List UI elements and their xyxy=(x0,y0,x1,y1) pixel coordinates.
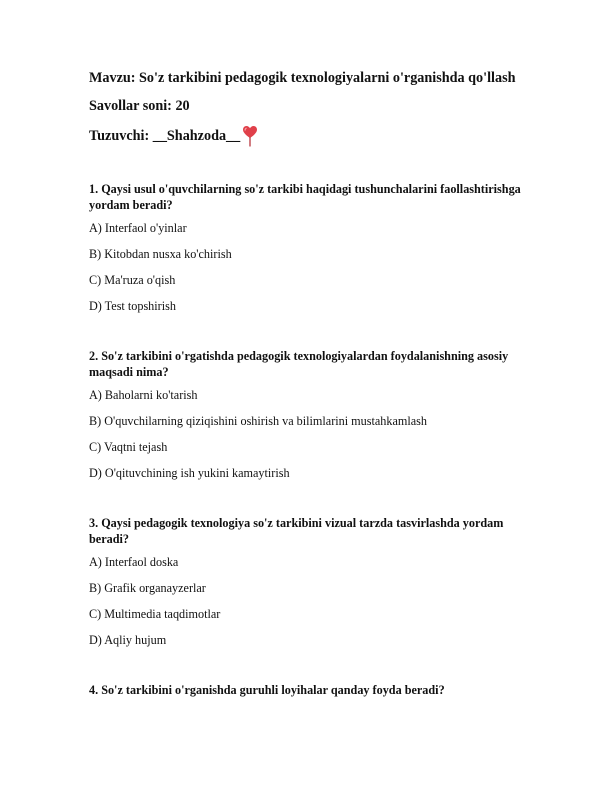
question-title: 2. So'z tarkibini o'rgatishda pedagogik texnologiyalardan foydalanishning asosiy maqsadi nima? xyxy=(89,349,509,379)
author-line xyxy=(89,125,529,147)
answer-option: C) Multimedia taqdimotlar xyxy=(89,607,221,621)
answer-option: A) Baholarni ko'tarish xyxy=(89,388,198,402)
author-name: Tuzuvchi: __Shahzoda__ xyxy=(89,128,241,144)
answer-option: A) Interfaol o'yinlar xyxy=(89,221,187,235)
question-4 xyxy=(89,682,529,698)
answer-option: B) O'quvchilarning qiziqishini oshirish va bilimlarini mustahkamlash xyxy=(89,414,427,428)
question-1 xyxy=(89,181,529,314)
answer-option: D) Test topshirish xyxy=(89,299,176,313)
document-content xyxy=(89,69,529,705)
question-title: 1. Qaysi usul o'quvchilarning so'z tarkibi haqidagi tushunchalarini faollashtirishga yordam beradi? xyxy=(89,182,521,212)
answer-option: B) Kitobdan nusxa ko'chirish xyxy=(89,247,232,261)
question-2 xyxy=(89,348,529,481)
answer-option: C) Ma'ruza o'qish xyxy=(89,273,176,287)
question-count: Savollar soni: 20 xyxy=(89,98,190,114)
heart-pin-icon xyxy=(242,125,258,147)
answer-option: B) Grafik organayzerlar xyxy=(89,581,206,595)
answer-option: A) Interfaol doska xyxy=(89,555,179,569)
question-title: 4. So'z tarkibini o'rganishda guruhli loyihalar qanday foyda beradi? xyxy=(89,683,445,697)
answer-option: C) Vaqtni tejash xyxy=(89,440,168,454)
question-title: 3. Qaysi pedagogik texnologiya so'z tarkibini vizual tarzda tasvirlashda yordam beradi? xyxy=(89,516,504,546)
topic-heading: Mavzu: So'z tarkibini pedagogik texnologiyalarni o'rganishda qo'llash xyxy=(89,70,516,86)
answer-option: D) Aqliy hujum xyxy=(89,633,167,647)
question-3 xyxy=(89,515,529,648)
answer-option: D) O'qituvchining ish yukini kamaytirish xyxy=(89,466,290,480)
